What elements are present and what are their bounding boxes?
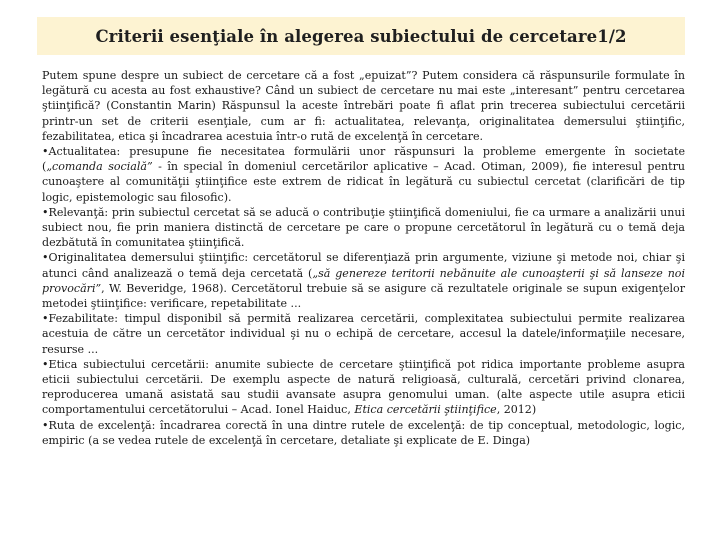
paragraph-text: •Relevanţă: prin subiectul cercetat să se aducă o contribuţie ştiinţifică domeniului, fie ca urmare a analizării unui subiect nou, fie prin maniera distinctă de cercetare pe care o propune cercetătorul în legătură cu o temă deja dezbătută în comunitatea ştiinţifică. (42, 205, 685, 250)
body-paragraph (42, 311, 685, 357)
paragraph-text: •Ruta de excelenţă: încadrarea corectă în una dintre rutele de excelenţă: de tip conceptual, metodologic, logic, empiric (a se vedea rutele de excelenţă în cercetare, detaliate şi explicate de E. Dinga) (42, 418, 685, 447)
body-paragraph (42, 144, 685, 205)
slide-body (42, 68, 685, 448)
paragraph-text: - în special în domeniul cercetărilor aplicative – Acad. Otiman, 2009), fie interesul pentru cunoaştere al comunităţii ştiinţifice este extrem de ridicat în legătură cu subiectul cercetat (clarificări de tip logic, epistemologic sau filosofic). (42, 160, 685, 204)
paragraph-text: •Etica subiectului cercetării: anumite subiecte de cercetare ştiinţifică pot ridica importante probleme asupra eticii subiectului cercetării. De exemplu aspecte de natură religioasă, culturală, cercetări privind clonarea, reproducerea umană asistată sau studii avansate asupra genomului uman. (alte aspecte utile asupra eticii comportamentului cercetătorului – Acad. Ionel Haiduc, (42, 357, 685, 417)
italic-text: „să genereze teritorii nebănuite ale cunoaşterii şi să lanseze noi provocări” (42, 266, 685, 295)
body-paragraph (42, 418, 685, 448)
paragraph-text: Putem spune despre un subiect de cercetare că a fost „epuizat”? Putem considera că răspunsurile formulate în legătură cu acesta au fost exhaustive? Când un subiect de cercetare nu mai este „interesant” pentru cercetarea ştiinţifică? (Constantin Marin) Răspunsul la aceste întrebări poate fi aflat prin trecerea subiectului cercetării printr-un set de criterii esenţiale, cum ar fi: actualitatea, relevanţa, originalitatea demersului ştiinţific, fezabilitatea, etica şi încadrarea acestuia într-o rută de excelenţă în cercetare. (42, 69, 685, 143)
paragraph-text: •Fezabilitate: timpul disponibil să permită realizarea cercetării, complexitatea subiectului permite realizarea acestuia de către un cercetător individual şi nu o echipă de cercetare, accesul la datele/informaţiile necesare, resurse ... (42, 312, 685, 356)
paragraph-text: , W. Beveridge, 1968). Cercetătorul trebuie să se asigure că rezultatele originale se supun exigenţelor metodei ştiinţifice: verificare, repetabilitate ... (42, 281, 685, 311)
body-paragraph (42, 250, 685, 311)
paragraph-text: •Actualitatea: presupune fie necesitatea formulării unor răspunsuri la probleme emergente în societate ( (42, 145, 685, 174)
slide-title: Criterii esenţiale în alegerea subiectului de cercetare1/2 (95, 26, 627, 46)
paragraph-text: , 2012) (496, 403, 537, 417)
body-paragraph (42, 205, 685, 251)
italic-text: Etica cercetării ştiinţifice (354, 403, 497, 417)
body-paragraph (42, 357, 685, 418)
slide-title-bar (37, 17, 685, 55)
paragraph-text: •Originalitatea demersului ştiinţific: cercetătorul se diferenţiază prin argumente, viziune şi metode noi, chiar şi atunci când analizează o temă deja cercetată ( (42, 251, 685, 280)
body-paragraph (42, 68, 685, 144)
italic-text: „comanda socială” (46, 160, 153, 174)
